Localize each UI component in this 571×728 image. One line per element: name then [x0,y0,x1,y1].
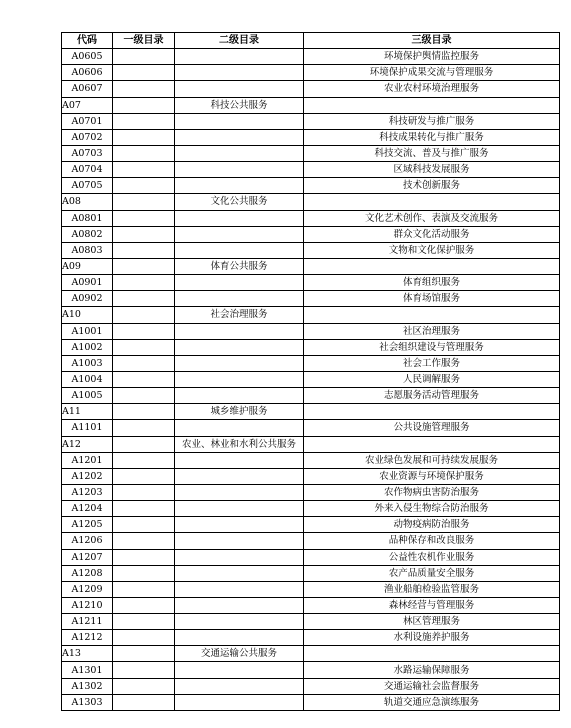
code-cell: A0802 [62,226,113,242]
table-row [62,581,560,597]
code-cell: A0605 [62,49,113,65]
code-cell: A1002 [62,339,113,355]
level1-cell [113,614,175,630]
level3-cell: 农业农村环境治理服务 [304,81,560,97]
level3-cell: 志愿服务活动管理服务 [304,388,560,404]
level1-cell [113,371,175,387]
level1-cell [113,662,175,678]
level1-cell [113,226,175,242]
table-row [62,355,560,371]
code-cell: A1001 [62,323,113,339]
table-row [62,49,560,65]
level3-cell: 农业资源与环境保护服务 [304,468,560,484]
code-cell: A1302 [62,678,113,694]
level3-cell: 农业绿色发展和可持续发展服务 [304,452,560,468]
level1-cell [113,565,175,581]
level3-cell: 水路运输保障服务 [304,662,560,678]
level3-cell: 水利设施养护服务 [304,630,560,646]
code-cell: A1202 [62,468,113,484]
code-cell: A1209 [62,581,113,597]
level1-cell [113,533,175,549]
level2-cell [175,178,304,194]
table-row [62,307,560,323]
level2-cell [175,162,304,178]
level2-cell [175,81,304,97]
table-row [62,129,560,145]
level3-cell: 环境保护舆情监控服务 [304,49,560,65]
level2-cell [175,49,304,65]
table-row [62,81,560,97]
level3-cell: 轨道交通应急演练服务 [304,694,560,710]
level2-cell [175,597,304,613]
level3-cell: 体育场馆服务 [304,291,560,307]
level3-cell: 渔业船舶检验监管服务 [304,581,560,597]
code-cell: A1004 [62,371,113,387]
table-row [62,178,560,194]
level2-cell [175,323,304,339]
code-cell: A1203 [62,484,113,500]
level3-cell: 社会组织建设与管理服务 [304,339,560,355]
level1-cell [113,420,175,436]
table-row [62,323,560,339]
table-row [62,291,560,307]
code-cell: A1207 [62,549,113,565]
level1-cell [113,517,175,533]
table-row [62,145,560,161]
level1-cell [113,65,175,81]
level2-cell: 农业、林业和水利公共服务 [175,436,304,452]
level2-cell [175,678,304,694]
table-row [62,597,560,613]
level2-cell [175,420,304,436]
table-row [62,404,560,420]
code-cell: A0705 [62,178,113,194]
level1-cell [113,501,175,517]
table-row [62,614,560,630]
level2-cell: 文化公共服务 [175,194,304,210]
table-row [62,468,560,484]
level3-cell [304,436,560,452]
level2-cell [175,501,304,517]
code-cell: A1003 [62,355,113,371]
code-cell: A13 [62,646,113,662]
code-cell: A1208 [62,565,113,581]
level1-cell [113,291,175,307]
header-code: 代码 [62,33,113,49]
level3-cell: 公共设施管理服务 [304,420,560,436]
code-cell: A1101 [62,420,113,436]
level2-cell [175,371,304,387]
code-cell: A1206 [62,533,113,549]
level2-cell [175,452,304,468]
level3-cell: 品种保存和改良服务 [304,533,560,549]
code-cell: A1204 [62,501,113,517]
code-cell: A1212 [62,630,113,646]
table-row [62,646,560,662]
level1-cell [113,404,175,420]
code-cell: A1005 [62,388,113,404]
table-row [62,533,560,549]
code-cell: A09 [62,258,113,274]
level2-cell [175,145,304,161]
table-row [62,452,560,468]
level1-cell [113,129,175,145]
level2-cell [175,517,304,533]
code-cell: A08 [62,194,113,210]
level2-cell [175,129,304,145]
table-row [62,162,560,178]
code-cell: A0607 [62,81,113,97]
level2-cell [175,275,304,291]
table-row [62,678,560,694]
level2-cell [175,226,304,242]
code-cell: A0704 [62,162,113,178]
code-cell: A0901 [62,275,113,291]
code-cell: A1301 [62,662,113,678]
level1-cell [113,162,175,178]
level2-cell [175,614,304,630]
code-cell: A0701 [62,113,113,129]
level3-cell: 技术创新服务 [304,178,560,194]
level2-cell [175,581,304,597]
table-row [62,339,560,355]
table-row [62,565,560,581]
table-row [62,97,560,113]
table-row [62,65,560,81]
level3-cell: 交通运输社会监督服务 [304,678,560,694]
level2-cell [175,565,304,581]
level3-cell: 外来入侵生物综合防治服务 [304,501,560,517]
level1-cell [113,597,175,613]
header-level1: 一级目录 [113,33,175,49]
header-level2: 二级目录 [175,33,304,49]
header-row [62,33,560,49]
level3-cell: 社区治理服务 [304,323,560,339]
level1-cell [113,210,175,226]
level3-cell: 科技成果转化与推广服务 [304,129,560,145]
level3-cell [304,646,560,662]
level2-cell [175,355,304,371]
level3-cell: 农作物病虫害防治服务 [304,484,560,500]
level3-cell [304,307,560,323]
level1-cell [113,388,175,404]
table-row [62,420,560,436]
level3-cell: 文化艺术创作、表演及交流服务 [304,210,560,226]
table-row [62,501,560,517]
level2-cell: 科技公共服务 [175,97,304,113]
level1-cell [113,81,175,97]
level1-cell [113,549,175,565]
table-row [62,113,560,129]
level3-cell: 社会工作服务 [304,355,560,371]
level3-cell: 区域科技发展服务 [304,162,560,178]
table-row [62,210,560,226]
code-cell: A0902 [62,291,113,307]
table-row [62,549,560,565]
level1-cell [113,307,175,323]
code-cell: A1303 [62,694,113,710]
table-row [62,484,560,500]
level2-cell: 交通运输公共服务 [175,646,304,662]
code-cell: A10 [62,307,113,323]
table-row [62,371,560,387]
code-cell: A1205 [62,517,113,533]
level1-cell [113,49,175,65]
level2-cell: 城乡维护服务 [175,404,304,420]
level3-cell [304,404,560,420]
level1-cell [113,630,175,646]
level1-cell [113,581,175,597]
level1-cell [113,339,175,355]
level3-cell [304,194,560,210]
code-cell: A07 [62,97,113,113]
table-row [62,242,560,258]
level3-cell: 科技交流、普及与推广服务 [304,145,560,161]
level2-cell [175,210,304,226]
level1-cell [113,468,175,484]
header-level3: 三级目录 [304,33,560,49]
level2-cell [175,630,304,646]
code-cell: A1210 [62,597,113,613]
level2-cell [175,549,304,565]
code-cell: A0703 [62,145,113,161]
level3-cell: 科技研发与推广服务 [304,113,560,129]
code-cell: A0702 [62,129,113,145]
level2-cell: 体育公共服务 [175,258,304,274]
level2-cell [175,484,304,500]
table-row [62,258,560,274]
level1-cell [113,355,175,371]
level1-cell [113,258,175,274]
table-row [62,662,560,678]
level3-cell: 体育组织服务 [304,275,560,291]
level3-cell: 农产品质量安全服务 [304,565,560,581]
level3-cell: 公益性农机作业服务 [304,549,560,565]
table-row [62,226,560,242]
level3-cell: 林区管理服务 [304,614,560,630]
level1-cell [113,97,175,113]
level2-cell [175,662,304,678]
level1-cell [113,694,175,710]
level3-cell [304,258,560,274]
level3-cell: 环境保护成果交流与管理服务 [304,65,560,81]
level3-cell: 动物疫病防治服务 [304,517,560,533]
level2-cell [175,65,304,81]
table-row [62,694,560,710]
level2-cell [175,242,304,258]
level1-cell [113,145,175,161]
level2-cell [175,694,304,710]
code-cell: A1201 [62,452,113,468]
table-row [62,194,560,210]
level2-cell [175,113,304,129]
level2-cell [175,468,304,484]
code-cell: A0606 [62,65,113,81]
code-cell: A0801 [62,210,113,226]
level3-cell [304,97,560,113]
catalog-table [61,32,560,711]
level3-cell: 文物和文化保护服务 [304,242,560,258]
level1-cell [113,275,175,291]
level3-cell: 森林经营与管理服务 [304,597,560,613]
level1-cell [113,646,175,662]
code-cell: A12 [62,436,113,452]
level2-cell [175,533,304,549]
level1-cell [113,452,175,468]
level1-cell [113,323,175,339]
level1-cell [113,194,175,210]
code-cell: A1211 [62,614,113,630]
table-row [62,517,560,533]
table-row [62,436,560,452]
level2-cell: 社会治理服务 [175,307,304,323]
code-cell: A11 [62,404,113,420]
table-row [62,630,560,646]
level1-cell [113,178,175,194]
level2-cell [175,388,304,404]
level1-cell [113,484,175,500]
level3-cell: 群众文化活动服务 [304,226,560,242]
level1-cell [113,678,175,694]
level2-cell [175,339,304,355]
level3-cell: 人民调解服务 [304,371,560,387]
level1-cell [113,436,175,452]
table-row [62,275,560,291]
level1-cell [113,242,175,258]
level2-cell [175,291,304,307]
level1-cell [113,113,175,129]
code-cell: A0803 [62,242,113,258]
table-row [62,388,560,404]
